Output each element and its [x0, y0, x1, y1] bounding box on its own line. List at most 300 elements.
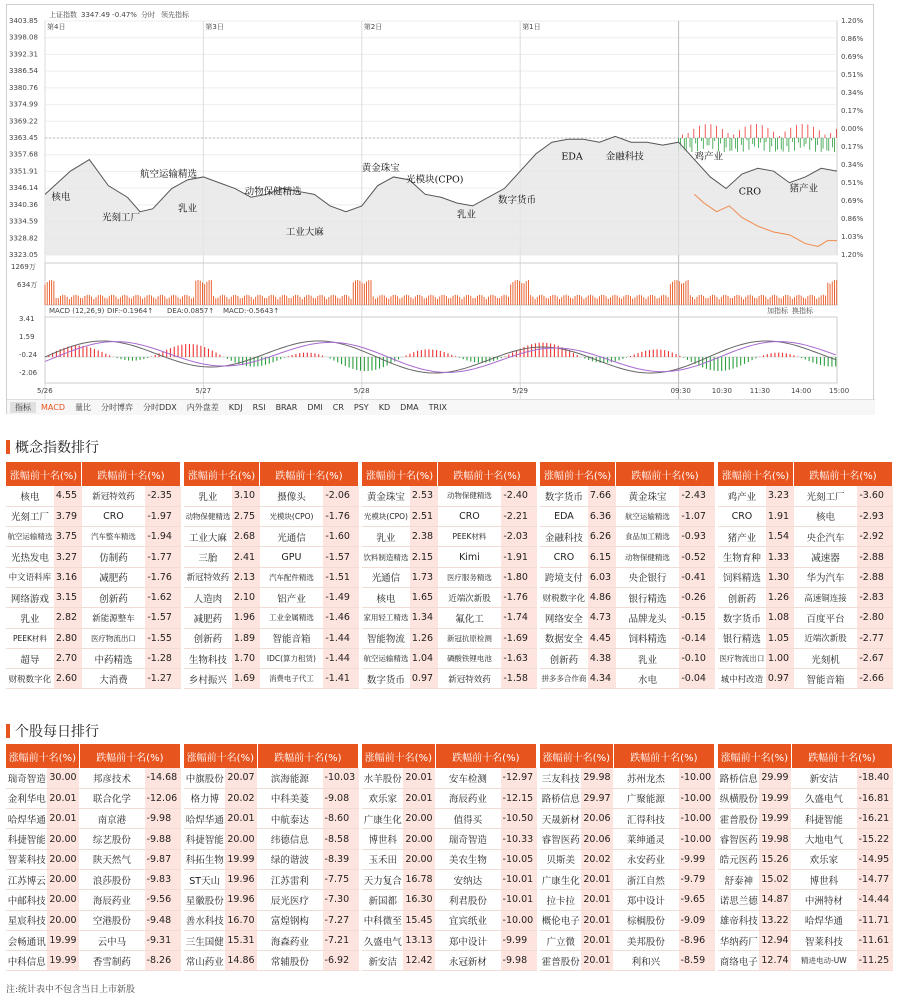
- header-gainers: 涨幅前十名(%): [184, 462, 260, 486]
- change-value: 4.34: [588, 669, 616, 689]
- change-value: -9.08: [323, 788, 359, 808]
- x-tick-label: 5/28: [353, 387, 370, 395]
- item-name: 医疗服务精选: [438, 567, 502, 587]
- item-name: 近端次新股: [438, 587, 502, 607]
- table-row: [6, 930, 181, 950]
- table-row: [6, 648, 181, 668]
- header-gainers: 涨幅前十名(%): [540, 744, 613, 768]
- item-name: 拼多多合作商: [540, 669, 588, 689]
- tab-2[interactable]: 量比: [74, 403, 91, 412]
- tab-9[interactable]: DMI: [307, 403, 323, 412]
- item-name: 精进电动-UW: [791, 951, 856, 971]
- table-row: [362, 628, 537, 648]
- item-name: 鸡产业: [718, 486, 766, 506]
- change-value: 3.27: [54, 547, 82, 567]
- change-value: -10.05: [501, 849, 537, 869]
- change-value: 15.31: [225, 930, 257, 950]
- item-name: 汇得科技: [613, 809, 678, 829]
- table-row: [362, 829, 537, 849]
- tab-11[interactable]: PSY: [353, 403, 369, 412]
- indicator-tabs: [7, 399, 875, 415]
- chart-annotation: 核电: [51, 192, 71, 204]
- table-row: [6, 587, 181, 607]
- header-gainers: 涨幅前十名(%): [540, 462, 616, 486]
- ranking-group: [184, 744, 359, 971]
- table-row: [718, 527, 893, 547]
- table-row: [6, 869, 181, 889]
- tab-10[interactable]: CR: [332, 403, 344, 412]
- item-name: 浙江自然: [613, 869, 678, 889]
- tab-6[interactable]: KDJ: [228, 403, 243, 412]
- item-name: 华为汽车: [794, 567, 858, 587]
- change-value: 20.01: [581, 951, 613, 971]
- ranking-group: [362, 744, 537, 971]
- item-name: 数字货币: [718, 608, 766, 628]
- change-value: 2.68: [232, 527, 260, 547]
- change-value: 2.38: [410, 527, 438, 547]
- item-name: 科捷智能: [791, 809, 856, 829]
- change-value: 29.99: [759, 768, 791, 788]
- change-value: -1.51: [323, 567, 358, 587]
- item-name: 光模块(CPO): [260, 506, 324, 526]
- change-value: -10.00: [679, 809, 715, 829]
- chart-annotation: 鸡产业: [694, 151, 723, 163]
- change-value: 6.15: [588, 547, 616, 567]
- change-value: -1.41: [323, 669, 358, 689]
- change-value: -1.77: [145, 547, 180, 567]
- table-row: [6, 567, 181, 587]
- item-name: 新国都: [362, 890, 403, 910]
- item-name: 数据安全: [540, 628, 588, 648]
- header-gainers: 涨幅前十名(%): [362, 462, 438, 486]
- ranking-group: [362, 462, 537, 689]
- item-name: 光模块(CPO): [362, 506, 410, 526]
- table-row: [362, 910, 537, 930]
- header-gainers: 涨幅前十名(%): [184, 744, 257, 768]
- change-value: -7.27: [323, 910, 359, 930]
- day-label: 第2日: [363, 23, 383, 31]
- item-name: 光通信: [362, 567, 410, 587]
- item-name: 银行精选: [616, 587, 680, 607]
- table-row: [362, 768, 537, 788]
- item-name: 绿的谐波: [257, 849, 322, 869]
- item-name: 永安药业: [613, 849, 678, 869]
- pct-tick-label: 0.51%: [841, 179, 864, 187]
- header-losers: 跌幅前十名(%): [791, 744, 892, 768]
- change-value: -10.50: [501, 809, 537, 829]
- item-name: PEEK材料: [6, 628, 54, 648]
- chart-annotation: 动物保健精选: [244, 186, 302, 198]
- item-name: 郑中设计: [435, 930, 500, 950]
- tab-3[interactable]: 分时博弈: [100, 403, 133, 412]
- item-name: 苏州龙杰: [613, 768, 678, 788]
- change-value: -7.75: [323, 869, 359, 889]
- table-row: [718, 587, 893, 607]
- y-tick-label: 3328.82: [9, 234, 38, 243]
- change-value: -9.88: [145, 829, 181, 849]
- macd-tick-label: -0.24: [19, 351, 38, 359]
- change-value: 2.53: [410, 486, 438, 506]
- item-name: 安纳达: [435, 869, 500, 889]
- item-name: 创新药: [184, 628, 232, 648]
- tab-4[interactable]: 分时DDX: [142, 403, 177, 412]
- table-row: [718, 486, 893, 506]
- table-row: [6, 849, 181, 869]
- change-value: 16.30: [403, 890, 435, 910]
- item-name: 城中村改造: [718, 669, 766, 689]
- item-name: 创新药: [82, 587, 146, 607]
- change-value: 4.86: [588, 587, 616, 607]
- change-value: -10.00: [679, 768, 715, 788]
- item-name: CRO: [438, 506, 502, 526]
- item-name: 星徽股份: [184, 890, 225, 910]
- table-row: [6, 910, 181, 930]
- change-value: -2.66: [857, 669, 892, 689]
- y-tick-label: 3392.31: [9, 50, 38, 59]
- tab-5[interactable]: 内外盘差: [186, 403, 219, 412]
- table-row: [718, 930, 893, 950]
- x-tick-label: 10:30: [711, 387, 732, 395]
- item-name: 光刻工厂: [6, 506, 54, 526]
- item-name: 博世科: [362, 829, 403, 849]
- change-value: -2.40: [501, 486, 536, 506]
- y-tick-label: 3363.45: [9, 134, 38, 142]
- change-value: 16.70: [225, 910, 257, 930]
- table-row: [184, 648, 359, 668]
- item-name: 光通信: [260, 527, 324, 547]
- change-value: -1.76: [145, 567, 180, 587]
- item-name: 动物保健精选: [616, 547, 680, 567]
- change-value: 20.02: [581, 849, 613, 869]
- item-name: 航空运输精选: [6, 527, 54, 547]
- item-name: 格力博: [184, 788, 225, 808]
- change-value: -10.01: [501, 869, 537, 889]
- item-name: 核电: [362, 587, 410, 607]
- table-row: [362, 930, 537, 950]
- item-name: 常辅股份: [257, 951, 322, 971]
- table-row: [6, 506, 181, 526]
- change-value: 20.01: [581, 910, 613, 930]
- pct-tick-label: 0.17%: [841, 143, 864, 151]
- table-row: [362, 669, 537, 689]
- ranking-table: [718, 744, 893, 971]
- change-value: 20.01: [581, 869, 613, 889]
- table-row: [362, 890, 537, 910]
- item-name: 数字货币: [362, 669, 410, 689]
- ranking-table: [184, 462, 359, 689]
- change-value: 15.45: [403, 910, 435, 930]
- item-name: 核电: [794, 506, 858, 526]
- table-row: [540, 486, 715, 506]
- change-value: -7.21: [323, 930, 359, 950]
- item-name: 贝斯美: [540, 849, 581, 869]
- change-value: -2.21: [501, 506, 536, 526]
- tab-12[interactable]: KD: [378, 403, 391, 412]
- item-name: 科捷智能: [184, 829, 225, 849]
- item-name: 联合化学: [79, 788, 144, 808]
- intraday-chart-panel: [6, 4, 874, 414]
- change-value: 6.26: [588, 527, 616, 547]
- item-name: 利和兴: [613, 951, 678, 971]
- change-value: -0.41: [679, 567, 714, 587]
- index-value: 3347.49 -0.47%: [81, 11, 137, 19]
- change-value: 20.00: [47, 910, 79, 930]
- change-value: 1.26: [410, 628, 438, 648]
- table-row: [540, 910, 715, 930]
- header-losers: 跌幅前十名(%): [613, 744, 714, 768]
- change-value: -0.04: [679, 669, 714, 689]
- y-tick-label: 3386.54: [9, 67, 38, 76]
- pct-tick-label: 0.69%: [841, 53, 864, 61]
- change-value: 12.94: [759, 930, 791, 950]
- change-value: 1.04: [410, 648, 438, 668]
- table-row: [362, 809, 537, 829]
- item-name: 科捷智能: [6, 829, 47, 849]
- change-value: 30.00: [47, 768, 79, 788]
- change-value: 2.10: [232, 587, 260, 607]
- change-value: -9.98: [501, 951, 537, 971]
- change-value: -1.80: [501, 567, 536, 587]
- item-name: 星宸科技: [6, 910, 47, 930]
- item-name: 水电: [616, 669, 680, 689]
- change-value: -11.61: [857, 930, 893, 950]
- change-value: 12.42: [403, 951, 435, 971]
- change-value: 19.98: [759, 829, 791, 849]
- change-value: -1.49: [323, 587, 358, 607]
- item-name: CRO: [540, 547, 588, 567]
- table-row: [184, 669, 359, 689]
- item-name: 乳业: [6, 608, 54, 628]
- item-name: 三生国健: [184, 930, 225, 950]
- change-value: 13.13: [403, 930, 435, 950]
- item-name: 棕榈股份: [613, 910, 678, 930]
- volume-top-label: 1269万: [11, 263, 36, 271]
- item-name: 医疗物流出口: [82, 628, 146, 648]
- change-value: 12.74: [759, 951, 791, 971]
- change-value: 1.30: [766, 567, 794, 587]
- change-value: 1.54: [766, 527, 794, 547]
- change-value: 1.70: [232, 648, 260, 668]
- change-value: -10.01: [501, 890, 537, 910]
- ranking-table: [718, 462, 893, 689]
- chart-annotation: EDA: [561, 151, 583, 163]
- item-name: 财税数字化: [6, 669, 54, 689]
- pct-tick-label: 0.34%: [841, 161, 864, 169]
- item-name: 博世科: [791, 869, 856, 889]
- change-value: 20.01: [47, 809, 79, 829]
- change-value: 3.15: [54, 587, 82, 607]
- tab-7[interactable]: RSI: [252, 403, 266, 412]
- item-name: 航空运输精选: [362, 648, 410, 668]
- y-tick-label: 3323.05: [9, 251, 38, 259]
- header-losers: 跌幅前十名(%): [257, 744, 358, 768]
- concept-ranking-tables: [6, 462, 896, 689]
- item-name: 饮料制造精选: [362, 547, 410, 567]
- item-name: 邦彦技术: [79, 768, 144, 788]
- ranking-table: [6, 462, 181, 689]
- macd-tick-label: -2.06: [19, 369, 38, 377]
- change-value: 20.00: [47, 869, 79, 889]
- y-tick-label: 3403.85: [9, 17, 38, 25]
- table-row: [184, 547, 359, 567]
- item-name: 诺思兰德: [718, 890, 759, 910]
- item-name: 会畅通讯: [6, 930, 47, 950]
- change-value: -0.93: [679, 527, 714, 547]
- item-name: CRO: [718, 506, 766, 526]
- item-name: 中洲特材: [791, 890, 856, 910]
- item-name: 减速器: [794, 547, 858, 567]
- item-name: 哈焊华通: [6, 809, 47, 829]
- stock-ranking-tables: [6, 744, 896, 971]
- tab-14[interactable]: TRIX: [428, 403, 447, 412]
- tab-0[interactable]: 指标: [10, 402, 36, 413]
- item-name: 美农生物: [435, 849, 500, 869]
- table-row: [718, 849, 893, 869]
- item-name: 创新药: [540, 648, 588, 668]
- concept-title: 概念指数排行: [15, 440, 99, 456]
- item-name: 辰光医疗: [257, 890, 322, 910]
- x-tick-label: 5/29: [512, 387, 528, 395]
- item-name: 中药精选: [82, 648, 146, 668]
- item-name: 人造肉: [184, 587, 232, 607]
- item-name: 哈焊华通: [184, 809, 225, 829]
- change-value: 1.69: [232, 669, 260, 689]
- item-name: 央企汽车: [794, 527, 858, 547]
- header-gainers: 涨幅前十名(%): [362, 744, 435, 768]
- change-value: 0.97: [766, 669, 794, 689]
- item-name: 动物保健精选: [438, 486, 502, 506]
- change-value: 6.03: [588, 567, 616, 587]
- item-name: 中旗股份: [184, 768, 225, 788]
- item-name: 氟化工: [438, 608, 502, 628]
- change-value: -0.15: [679, 608, 714, 628]
- item-name: 富煌钢构: [257, 910, 322, 930]
- item-name: 宜宾纸业: [435, 910, 500, 930]
- ranking-group: [6, 462, 181, 689]
- chart-annotation: 乳业: [456, 209, 476, 221]
- item-name: 久盛电气: [791, 788, 856, 808]
- change-value: -16.21: [857, 809, 893, 829]
- table-row: [540, 547, 715, 567]
- pct-tick-label: 0.86%: [841, 35, 864, 43]
- change-value: -0.26: [679, 587, 714, 607]
- tab-1[interactable]: MACD: [41, 403, 65, 412]
- change-value: -0.14: [679, 628, 714, 648]
- change-value: 7.66: [588, 486, 616, 506]
- item-name: 哈焊华通: [791, 910, 856, 930]
- table-row: [718, 567, 893, 587]
- change-value: 4.38: [588, 648, 616, 668]
- change-value: -1.57: [145, 608, 180, 628]
- change-value: -10.00: [679, 829, 715, 849]
- item-name: 霍普股份: [718, 809, 759, 829]
- change-value: -9.56: [145, 890, 181, 910]
- table-row: [540, 608, 715, 628]
- item-name: 摄像头: [260, 486, 324, 506]
- chart-annotation: 数字货币: [498, 195, 537, 207]
- item-name: 核电: [6, 486, 54, 506]
- table-row: [6, 768, 181, 788]
- change-value: -8.60: [323, 809, 359, 829]
- item-name: 水羊股份: [362, 768, 403, 788]
- item-name: GPU: [260, 547, 324, 567]
- table-row: [6, 890, 181, 910]
- item-name: 郑中设计: [613, 890, 678, 910]
- item-name: 央企银行: [616, 567, 680, 587]
- change-value: 2.51: [410, 506, 438, 526]
- macd-value: MACD:-0.5643↑: [223, 307, 280, 315]
- item-name: 银行精选: [718, 628, 766, 648]
- chart-annotation: 乳业: [178, 203, 198, 215]
- item-name: 欢乐家: [362, 788, 403, 808]
- item-name: 睿智医药: [718, 829, 759, 849]
- change-value: -12.15: [501, 788, 537, 808]
- change-value: -2.77: [857, 628, 892, 648]
- item-name: 智能音箱: [260, 628, 324, 648]
- change-value: -15.22: [857, 829, 893, 849]
- table-row: [718, 628, 893, 648]
- table-row: [184, 608, 359, 628]
- tab-13[interactable]: DMA: [400, 403, 419, 412]
- item-name: 财税数字化: [540, 587, 588, 607]
- change-value: 15.02: [759, 869, 791, 889]
- item-name: 利君股份: [435, 890, 500, 910]
- change-value: -9.65: [679, 890, 715, 910]
- change-value: -1.58: [501, 669, 536, 689]
- item-name: 海森药业: [257, 930, 322, 950]
- item-name: 家用轻工精选: [362, 608, 410, 628]
- change-value: 1.05: [766, 628, 794, 648]
- change-value: -8.96: [679, 930, 715, 950]
- chart-annotation: 航空运输精选: [140, 168, 198, 180]
- item-name: 广聚能源: [613, 788, 678, 808]
- change-value: 19.96: [225, 890, 257, 910]
- item-name: 中科微至: [362, 910, 403, 930]
- item-name: 工业金属精选: [260, 608, 324, 628]
- day-label: 第3日: [205, 23, 224, 31]
- lead-indicator-label: 领先指标: [161, 11, 189, 19]
- change-value: 20.02: [225, 788, 257, 808]
- change-value: -1.62: [145, 587, 180, 607]
- change-value: 3.23: [766, 486, 794, 506]
- item-name: 值得买: [435, 809, 500, 829]
- change-value: 20.06: [581, 829, 613, 849]
- item-name: 三友科技: [540, 768, 581, 788]
- change-value: 20.01: [403, 768, 435, 788]
- change-value: -2.43: [679, 486, 714, 506]
- change-value: 14.87: [759, 890, 791, 910]
- tab-8[interactable]: BRAR: [275, 403, 298, 412]
- y-tick-label: 3380.76: [9, 83, 38, 92]
- change-value: -2.88: [857, 547, 892, 567]
- y-tick-label: 3351.91: [9, 167, 38, 176]
- volume-mid-label: 634万: [17, 281, 38, 289]
- table-row: [540, 829, 715, 849]
- item-name: 汽车配件精选: [260, 567, 324, 587]
- change-value: 2.80: [54, 628, 82, 648]
- header-losers: 跌幅前十名(%): [616, 462, 715, 486]
- change-value: -9.09: [679, 910, 715, 930]
- table-row: [540, 849, 715, 869]
- item-name: 广康生化: [362, 809, 403, 829]
- item-name: 新能源整车: [82, 608, 146, 628]
- item-name: 新安洁: [362, 951, 403, 971]
- table-row: [184, 486, 359, 506]
- item-name: 中文语料库: [6, 567, 54, 587]
- chart-annotation: 光刻工厂: [102, 212, 141, 224]
- item-name: 金利华电: [6, 788, 47, 808]
- ranking-group: [718, 744, 893, 971]
